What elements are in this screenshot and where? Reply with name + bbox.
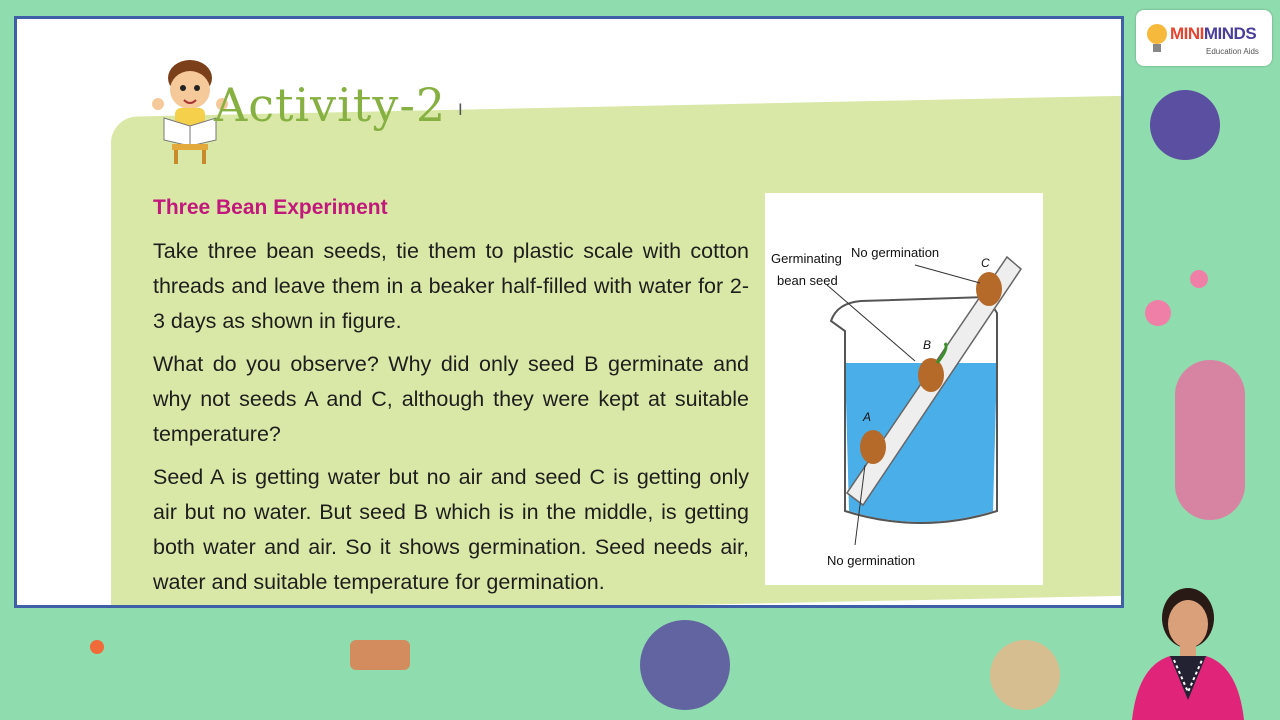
label-no-germination-bottom: No germination bbox=[827, 553, 916, 568]
logo-tagline: Education Aids bbox=[1206, 47, 1259, 56]
background-atom-decoration bbox=[1150, 90, 1220, 160]
text-cursor-icon: Ⅰ bbox=[458, 102, 463, 119]
beaker-figure bbox=[765, 193, 1043, 585]
beaker-illustration bbox=[765, 193, 1043, 585]
presenter-video bbox=[1118, 580, 1258, 720]
label-germinating: Germinating bbox=[771, 251, 842, 266]
seed-a bbox=[860, 430, 886, 464]
paragraph-question: What do you observe? Why did only seed B germinate and why not seeds A and C, although they were kept at suitable temperature? bbox=[153, 352, 749, 446]
activity-title: Activity-2 bbox=[214, 78, 447, 132]
background-circle-decoration bbox=[640, 620, 730, 710]
background-circle-decoration bbox=[990, 640, 1060, 710]
label-seed-b: B bbox=[923, 338, 932, 352]
background-flask-decoration bbox=[1175, 360, 1245, 520]
background-circle-decoration bbox=[1190, 270, 1208, 288]
label-seed-c: C bbox=[981, 256, 990, 270]
minimind-logo bbox=[1136, 10, 1272, 66]
experiment-heading: Three Bean Experiment bbox=[153, 196, 388, 219]
background-circle-decoration bbox=[90, 640, 104, 654]
background-circle-decoration bbox=[1145, 300, 1171, 326]
label-seed-a: A bbox=[863, 410, 872, 424]
seed-b bbox=[918, 358, 944, 392]
logo-name: MINIMINDS bbox=[1170, 24, 1257, 43]
label-no-germination-top: No germination bbox=[851, 245, 940, 260]
bulb-icon bbox=[1142, 18, 1172, 58]
paragraph-explanation: Seed A is getting water but no air and seed C is getting only air but no water. But seed B which is in the middle, is getting both water and air. So it shows germination. Seed needs air, water and suitable temperature for germination. bbox=[153, 465, 749, 594]
background-circle-decoration bbox=[350, 640, 410, 670]
label-bean-seed: bean seed bbox=[777, 273, 838, 288]
paragraph-instructions: Take three bean seeds, tie them to plastic scale with cotton threads and leave them in a beaker half-filled with water for 2-3 days as shown in figure. bbox=[153, 239, 749, 333]
seed-c bbox=[976, 272, 1002, 306]
